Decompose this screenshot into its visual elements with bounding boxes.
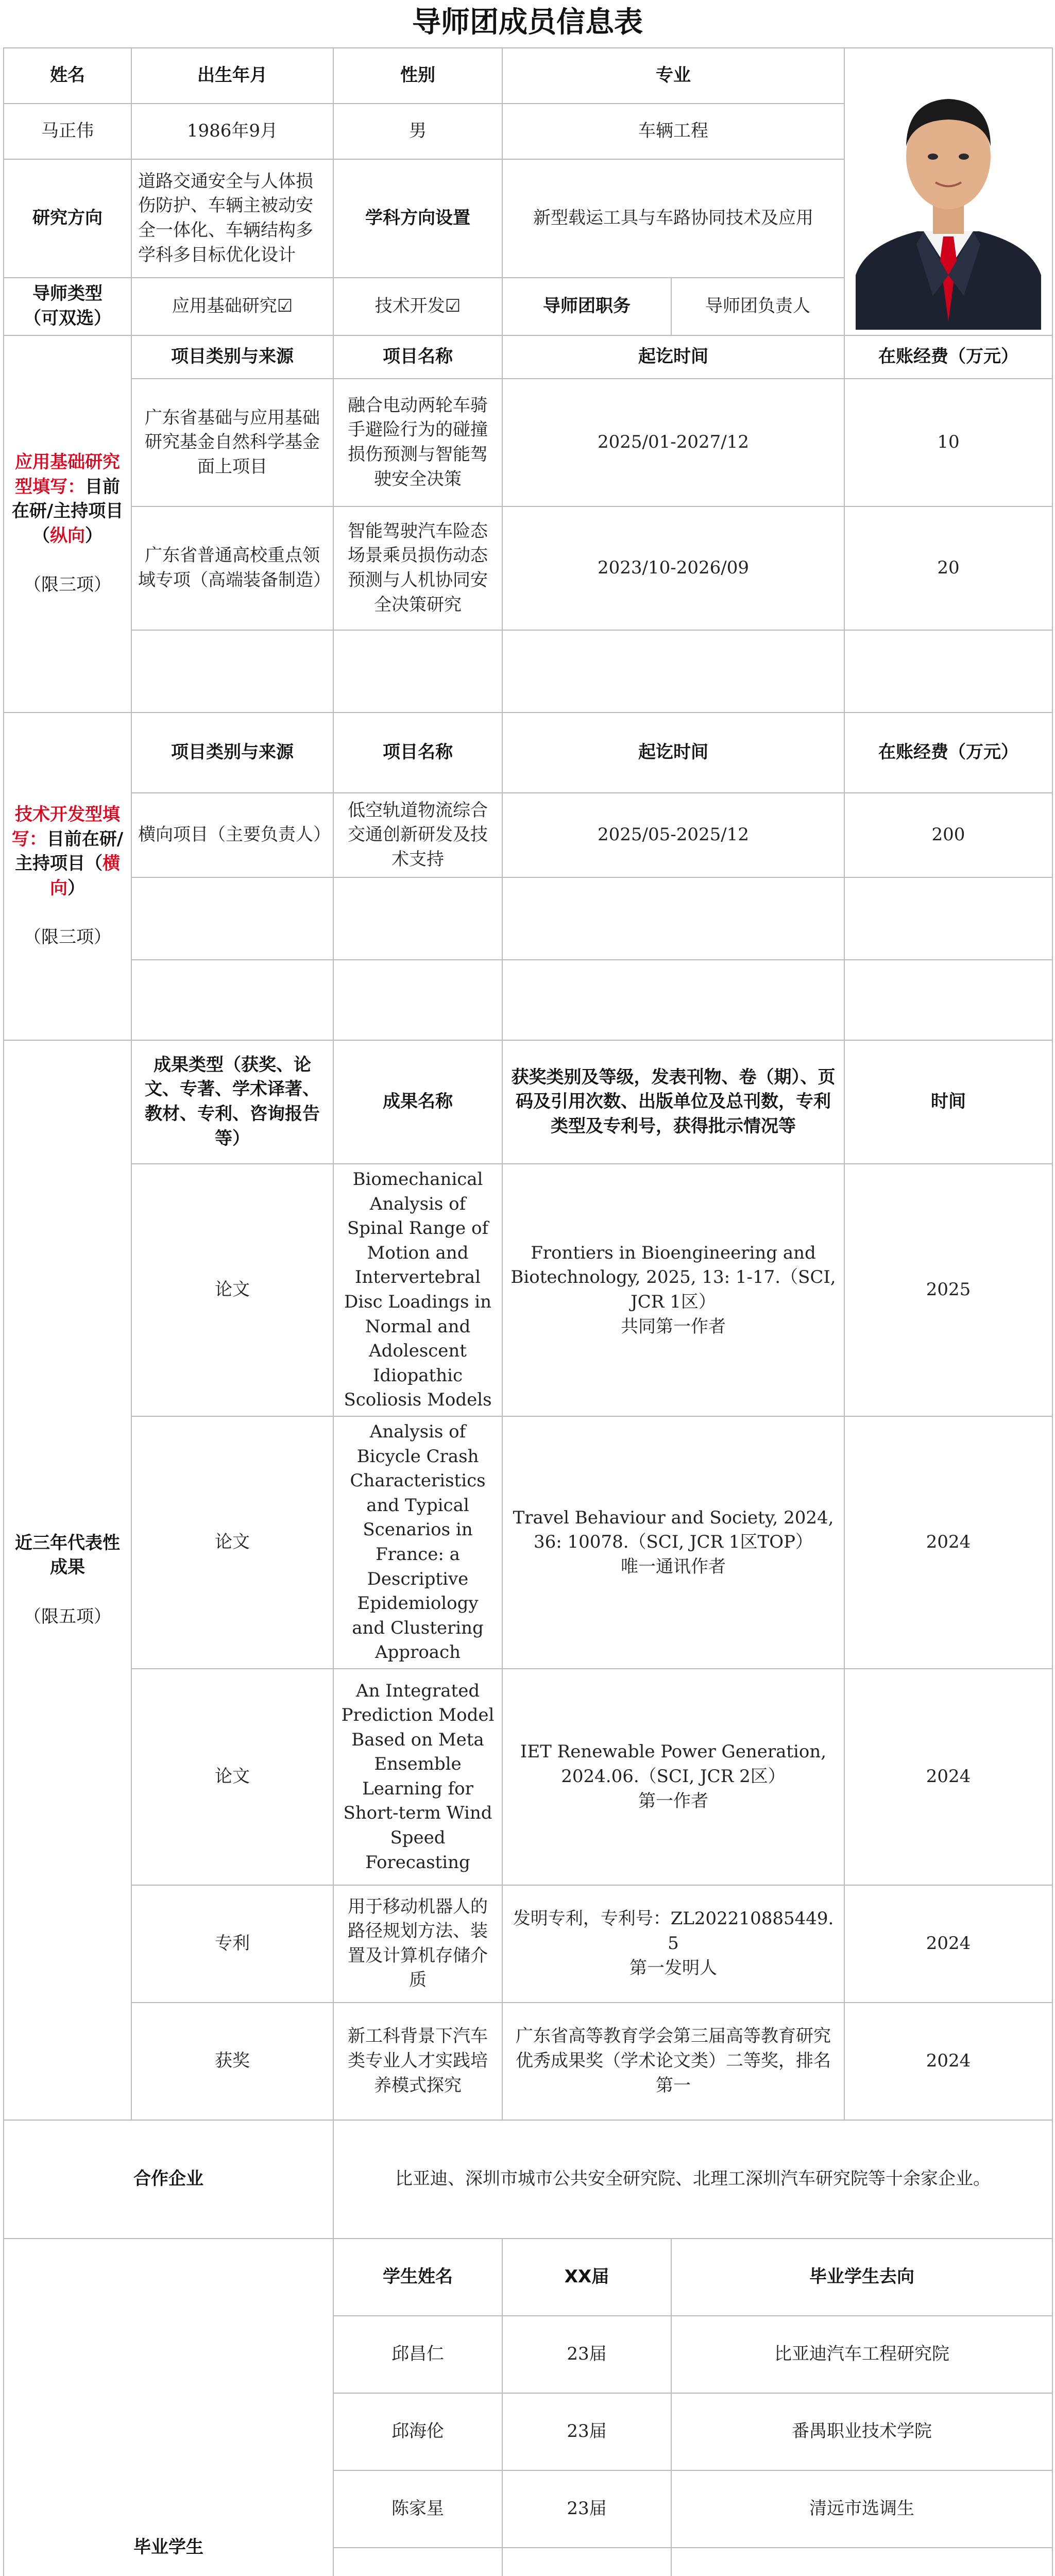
- basic-label-end: ）: [85, 526, 103, 546]
- tech-header-fund: 在账经费（万元）: [844, 713, 1052, 793]
- basic-row1-fund: 10: [844, 379, 1052, 506]
- grad-row2-dest: 番禺职业技术学院: [671, 2393, 1052, 2470]
- tech-row3-source: [131, 960, 333, 1040]
- tech-label-mid: 目前在研/主持项目（: [15, 828, 124, 874]
- ach-row1-detail2: 共同第一作者: [621, 1316, 726, 1337]
- ach-row4-type: 专利: [131, 1885, 333, 2003]
- basic-label-red2: 纵向: [50, 526, 85, 546]
- ach-row2-type: 论文: [131, 1416, 333, 1669]
- tech-row2-time: [502, 877, 844, 960]
- cooperation-value: 比亚迪、深圳市城市公共安全研究院、北理工深圳汽车研究院等十余家企业。: [333, 2120, 1052, 2239]
- research-label: 研究方向: [4, 159, 131, 278]
- table-row: [4, 877, 1052, 960]
- grad-row1-name: 邱昌仁: [333, 2316, 502, 2393]
- basic-row2-time: 2023/10-2026/09: [502, 506, 844, 630]
- duty-value: 导师团负责人: [671, 278, 844, 335]
- basic-row1-source: 广东省基础与应用基础研究基金自然科学基金面上项目: [131, 379, 333, 506]
- tech-label-end: ）: [67, 878, 85, 899]
- basic-label-mid: 目前在研/主持项目（: [11, 476, 124, 546]
- ach-row1-time: 2025: [844, 1164, 1052, 1416]
- ach-row1-detail: [502, 1164, 844, 1416]
- gender-header: 性别: [333, 48, 502, 104]
- ach-row5-time: 2024: [844, 2003, 1052, 2120]
- basic-header-fund: 在账经费（万元）: [844, 335, 1052, 379]
- ach-row3-detail: [502, 1669, 844, 1885]
- basic-row1-time: 2025/01-2027/12: [502, 379, 844, 506]
- grad-header-name: 学生姓名: [333, 2239, 502, 2316]
- table-row: [4, 1164, 1052, 1416]
- tech-row3-time: [502, 960, 844, 1040]
- ach-row3-detail2: 第一作者: [638, 1790, 708, 1811]
- grad-row3-name: 陈家星: [333, 2470, 502, 2548]
- mentor-info-table: [3, 47, 1053, 2576]
- type-dev-checkbox[interactable]: 技术开发☑: [333, 278, 502, 335]
- table-row: [4, 1416, 1052, 1669]
- ach-row3-time: 2024: [844, 1669, 1052, 1885]
- table-row: [4, 1669, 1052, 1885]
- table-row: [4, 630, 1052, 713]
- grad-row4-dest: [671, 2548, 1052, 2576]
- achievements-limit: （限五项）: [24, 1606, 111, 1627]
- ach-row5-detail: 广东省高等教育学会第三届高等教育研究优秀成果奖（学术论文类）二等奖，排名第一: [502, 2003, 844, 2120]
- tech-header-name: 项目名称: [333, 713, 502, 793]
- ach-row2-detail: [502, 1416, 844, 1669]
- page-title: 导师团成员信息表: [412, 6, 643, 39]
- mentor-type-label-2: （可双选）: [24, 308, 111, 329]
- tech-header-time: 起讫时间: [502, 713, 844, 793]
- table-row: [4, 960, 1052, 1040]
- portrait-illustration: [856, 54, 1041, 330]
- basic-limit: （限三项）: [24, 574, 111, 596]
- ach-header-name: 成果名称: [333, 1040, 502, 1164]
- grad-row4-class: [502, 2548, 671, 2576]
- ach-row1-detail1: Frontiers in Bioengineering and Biotechnology, 2025, 13: 1-17.（SCI, JCR 1区）: [511, 1242, 836, 1312]
- photo-cell: [844, 48, 1052, 335]
- grad-row1-class: 23届: [502, 2316, 671, 2393]
- basic-row3-fund: [844, 630, 1052, 713]
- cooperation-label: 合作企业: [4, 2120, 333, 2239]
- basic-header-name: 项目名称: [333, 335, 502, 379]
- tech-limit: （限三项）: [24, 927, 111, 948]
- tech-dev-label: [4, 713, 131, 1040]
- achievements-label-text: 近三年代表性成果: [15, 1532, 120, 1578]
- basic-row1-name: 融合电动两轮车骑手避险行为的碰撞损伤预测与智能驾驶安全决策: [333, 379, 502, 506]
- name-value: 马正伟: [4, 104, 131, 159]
- ach-row4-name: 用于移动机器人的路径规划方法、装置及计算机存储介质: [333, 1885, 502, 2003]
- ach-row3-detail1: IET Renewable Power Generation, 2024.06.（SCI, JCR 2区）: [520, 1741, 827, 1787]
- mentor-type-label: [4, 278, 131, 335]
- portrait-photo: [856, 54, 1041, 330]
- tech-row3-name: [333, 960, 502, 1040]
- table-row: [4, 793, 1052, 877]
- table-row: [4, 379, 1052, 506]
- grad-header-class: XX届: [502, 2239, 671, 2316]
- grad-header-dest: 毕业学生去向: [671, 2239, 1052, 2316]
- research-value: 道路交通安全与人体损伤防护、车辆主被动安全一体化、车辆结构多学科多目标优化设计: [131, 159, 333, 278]
- tech-row2-name: [333, 877, 502, 960]
- mentor-type-label-1: 导师类型: [32, 283, 103, 304]
- tech-row1-time: 2025/05-2025/12: [502, 793, 844, 877]
- grad-row2-name: 邱海伦: [333, 2393, 502, 2470]
- achievements-label: [4, 1040, 131, 2120]
- discipline-label: 学科方向设置: [333, 159, 502, 278]
- gender-value: 男: [333, 104, 502, 159]
- ach-row2-detail2: 唯一通讯作者: [621, 1556, 726, 1577]
- table-row: [4, 2003, 1052, 2120]
- major-header: 专业: [502, 48, 844, 104]
- tech-label-red: 技术开发型填写：: [11, 804, 120, 850]
- tech-row1-fund: 200: [844, 793, 1052, 877]
- basic-header-source: 项目类别与来源: [131, 335, 333, 379]
- ach-header-time: 时间: [844, 1040, 1052, 1164]
- ach-row4-detail2: 第一发明人: [629, 1957, 717, 1978]
- ach-row1-type: 论文: [131, 1164, 333, 1416]
- basic-row3-time: [502, 630, 844, 713]
- type-basic-checkbox[interactable]: 应用基础研究☑: [131, 278, 333, 335]
- ach-row5-type: 获奖: [131, 2003, 333, 2120]
- graduates-label: 毕业学生: [4, 2239, 333, 2576]
- basic-row3-source: [131, 630, 333, 713]
- birth-header: 出生年月: [131, 48, 333, 104]
- ach-row2-time: 2024: [844, 1416, 1052, 1669]
- tech-row1-source: 横向项目（主要负责人）: [131, 793, 333, 877]
- ach-row4-time: 2024: [844, 1885, 1052, 2003]
- ach-row2-detail1: Travel Behaviour and Society, 2024, 36: 10078.（SCI, JCR 1区TOP）: [513, 1507, 834, 1553]
- basic-header-time: 起讫时间: [502, 335, 844, 379]
- major-value: 车辆工程: [502, 104, 844, 159]
- ach-row1-name: Biomechanical Analysis of Spinal Range of Motion and Intervertebral Disc Loadings in Normal and Adolescent Idiopathic Scoliosis Models: [333, 1164, 502, 1416]
- basic-row3-name: [333, 630, 502, 713]
- tech-row1-name: 低空轨道物流综合交通创新研发及技术支持: [333, 793, 502, 877]
- discipline-value: 新型载运工具与车路协同技术及应用: [502, 159, 844, 278]
- ach-row3-type: 论文: [131, 1669, 333, 1885]
- birth-value: 1986年9月: [131, 104, 333, 159]
- ach-header-detail: 获奖类别及等级，发表刊物、卷（期）、页码及引用次数、出版单位及总刊数，专利类型及专利号，获得批示情况等: [502, 1040, 844, 1164]
- table-row: [4, 1885, 1052, 2003]
- duty-label: 导师团职务: [502, 278, 671, 335]
- basic-label-red: 应用基础研究型填写：: [15, 452, 120, 497]
- grad-row3-class: 23届: [502, 2470, 671, 2548]
- ach-row3-name: An Integrated Prediction Model Based on Meta Ensemble Learning for Short-term Wind Speed Forecasting: [333, 1669, 502, 1885]
- tech-row3-fund: [844, 960, 1052, 1040]
- basic-row2-name: 智能驾驶汽车险态场景乘员损伤动态预测与人机协同安全决策研究: [333, 506, 502, 630]
- name-header: 姓名: [4, 48, 131, 104]
- ach-row4-detail1: 发明专利，专利号：ZL202210885449.5: [513, 1908, 834, 1954]
- tech-row2-fund: [844, 877, 1052, 960]
- grad-row4-name: [333, 2548, 502, 2576]
- tech-label-red2: 横向: [50, 853, 120, 899]
- tech-header-source: 项目类别与来源: [131, 713, 333, 793]
- table-row: [4, 506, 1052, 630]
- basic-research-label: [4, 335, 131, 713]
- basic-row2-source: 广东省普通高校重点领域专项（高端装备制造）: [131, 506, 333, 630]
- ach-row5-name: 新工科背景下汽车类专业人才实践培养模式探究: [333, 2003, 502, 2120]
- grad-row1-dest: 比亚迪汽车工程研究院: [671, 2316, 1052, 2393]
- grad-row2-class: 23届: [502, 2393, 671, 2470]
- ach-row4-detail: [502, 1885, 844, 2003]
- grad-row3-dest: 清远市选调生: [671, 2470, 1052, 2548]
- ach-header-type: 成果类型（获奖、论文、专著、学术译著、教材、专利、咨询报告等）: [131, 1040, 333, 1164]
- tech-row2-source: [131, 877, 333, 960]
- basic-row2-fund: 20: [844, 506, 1052, 630]
- ach-row2-name: Analysis of Bicycle Crash Characteristics and Typical Scenarios in France: a Descriptive Epidemiology and Clustering Approach: [333, 1416, 502, 1669]
